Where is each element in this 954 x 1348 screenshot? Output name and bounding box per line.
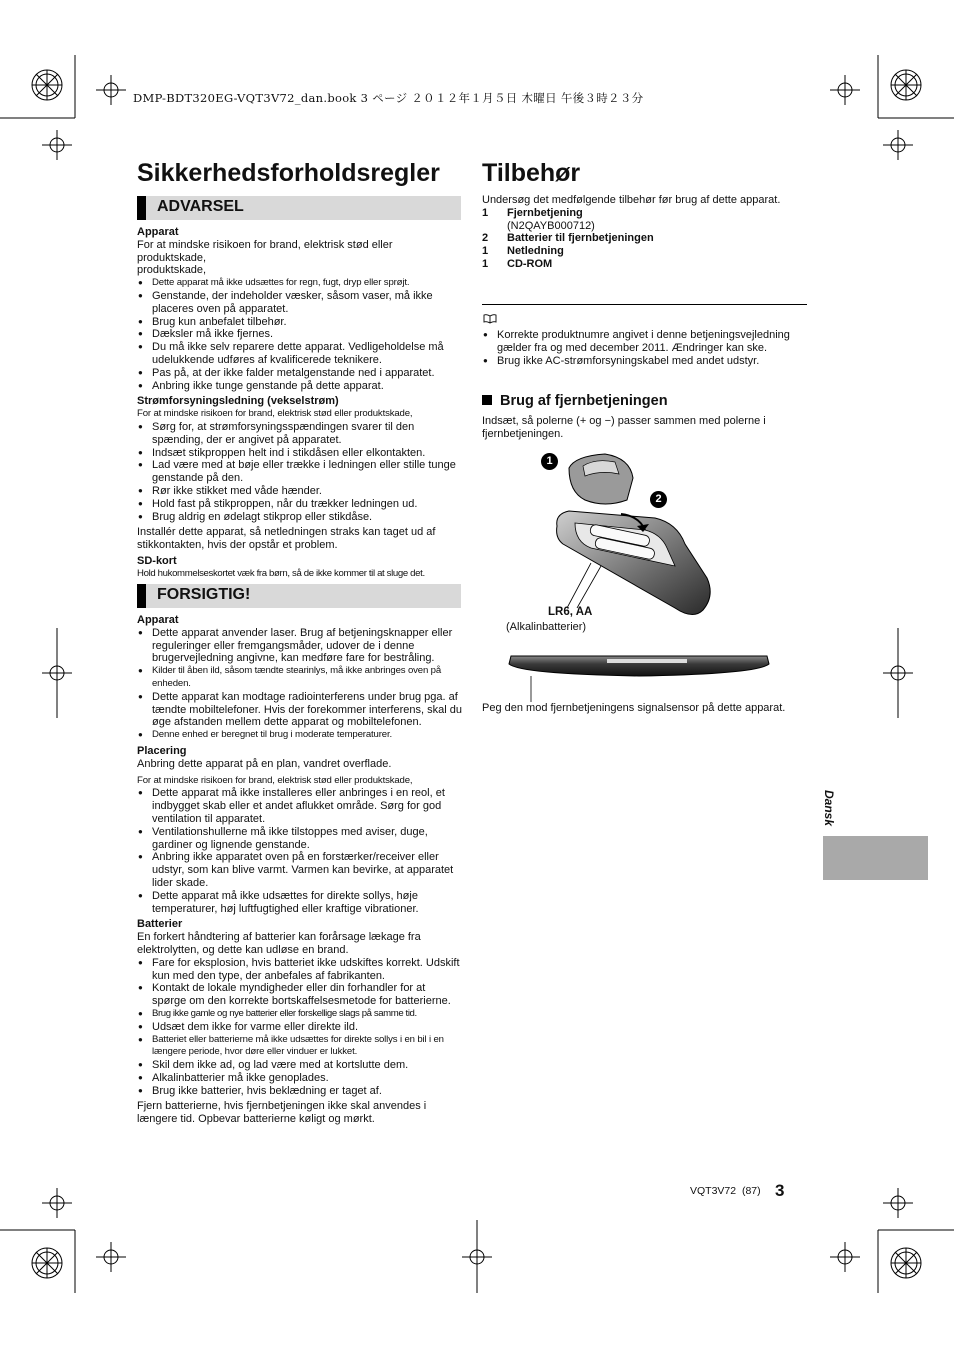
list-item: ● Skil dem ikke ad, og lad være med at kortslutte dem. <box>137 1059 462 1072</box>
battery-sublabel: (Alkalinbatterier) <box>506 621 587 633</box>
page-number: 3 <box>775 1181 785 1200</box>
list-item: ● Dette apparat kan modtage radiointerferens under brug pga. af tændte mobiltelefoner. Hvis der forekommer interferens, skal du øge afstanden mellem dette apparat og mobiltelefonen. <box>137 691 462 729</box>
accessory-row: 2 Batterier til fjernbetjeningen <box>482 232 654 245</box>
list-item: ● Dette apparat må ikke installeres eller anbringes i en reol, et indbygget skab eller et andet aflukket område. Sørg for god ventilation til apparatet. <box>137 787 462 825</box>
language-tab-label: Dansk <box>822 790 836 827</box>
list-item: ● Dette apparat må ikke udsættes for direkte sollys, høje temperaturer, høj luftfugtighed eller kraftige vibrationer. <box>137 890 462 916</box>
divider <box>482 304 807 305</box>
apparat-intro: For at mindske risikoen for brand, elektrisk stød eller produktskade, <box>137 238 393 264</box>
player-illustration <box>507 650 772 702</box>
list-item: ● Du må ikke selv reparere dette apparat. Vedligeholdelse må udelukkende udføres af kvalificerede teknikere. <box>137 341 462 367</box>
batterier-intro: En forkert håndtering af batterier kan forårsage lækage fra elektrolytten, og dette kan udløse en brand. <box>137 931 421 956</box>
list-item: ● Dette apparat anvender laser. Brug af betjeningsknapper eller reguleringer eller fremgangsmåder, udover de i denne brugervejledning angivne, kan medføre fare for bestråling. <box>137 627 462 665</box>
forsigtig-apparat-list <box>137 627 462 742</box>
placering-list <box>137 787 462 915</box>
sd-heading: SD-kort <box>137 554 177 567</box>
apparat-heading: Apparat <box>137 226 179 238</box>
list-item: ● Hold fast på stikproppen, når du trækker ledningen ud. <box>137 498 462 511</box>
list-item: ● Brug ikke AC-strømforsyningskabel med andet udstyr. <box>482 355 807 368</box>
book-icon <box>483 313 497 324</box>
rosette-top-right <box>891 70 921 100</box>
list-item: ● Genstande, der indeholder væsker, såsom vaser, må ikke placeres oven på apparatet. <box>137 290 462 316</box>
list-item: ● Pas på, at der ikke falder metalgenstande ned i apparatet. <box>137 367 462 380</box>
sensor-text: Peg den mod fjernbetjeningens signalsensor på dette apparat. <box>482 702 786 714</box>
list-item: ● Dæksler må ikke fjernes. <box>137 328 462 341</box>
placering-intro: Anbring dette apparat på en plan, vandret overflade. <box>137 757 392 770</box>
list-item: ● Lad være med at bøje eller trække i ledningen eller stille tunge genstande på den. <box>137 459 462 485</box>
accessory-row: 1 Netledning <box>482 245 564 258</box>
remote-intro: Indsæt, så polerne (+ og −) passer sammen med polerne i fjernbetjeningen. <box>482 415 766 440</box>
list-item: ● Brug kun anbefalet tilbehør. <box>137 316 462 329</box>
accessory-row: 1 CD-ROM <box>482 257 553 270</box>
power-heading: Strømforsyningsledning (vekselstrøm) <box>137 395 339 408</box>
battery-label: LR6, AA <box>548 606 593 618</box>
sd-text: Hold hukommelseskortet væk fra børn, så de ikke kommer til at sluge det. <box>137 567 425 579</box>
list-item: ● Alkalinbatterier må ikke genoplades. <box>137 1072 462 1085</box>
list-item: ● Dette apparat må ikke udsættes for regn, fugt, dryp eller sprøjt. <box>137 277 462 290</box>
list-item: ● Fare for eksplosion, hvis batteriet ikke udskiftes korrekt. Udskift kun med den type, der anbefales af fabrikanten. <box>137 957 462 983</box>
power-list <box>137 421 462 523</box>
print-header: DMP-BDT320EG-VQT3V72_dan.book 3 ページ ２０１２年１月５日 木曜日 午後３時２３分 <box>133 91 644 105</box>
apparat-heading: Apparat <box>137 614 179 626</box>
accessories-intro: Undersøg det medfølgende tilbehør før brug af dette apparat. <box>482 194 781 206</box>
power-intro: For at mindske risikoen for brand, elektrisk stød eller produktskade, <box>137 408 413 420</box>
batterier-outro: Fjern batterierne, hvis fjernbetjeningen ikke skal anvendes i længere tid. Opbevar batterierne køligt og mørkt. <box>137 1100 427 1126</box>
list-item: ● Denne enhed er beregnet til brug i moderate temperaturer. <box>137 729 462 742</box>
notes-list <box>482 329 807 367</box>
list-item: ● Kilder til åben ild, såsom tændte stearinlys, må ikke anbringes oven på enheden. <box>137 665 462 691</box>
accessories-section <box>482 194 807 271</box>
list-item: ● Ventilationshullerne må ikke tilstoppes med aviser, duge, gardiner og lignende genstande. <box>137 826 462 852</box>
advarsel-label: ADVARSEL <box>157 198 244 215</box>
advarsel-bar <box>137 196 461 220</box>
rosette-bottom-right <box>891 1248 921 1278</box>
batterier-list <box>137 957 462 1098</box>
list-item: ● Rør ikke stikket med våde hænder. <box>137 485 462 498</box>
power-outro: Installér dette apparat, så netledningen straks kan taget ud af stikkontakten, hvis der opstår et problem. <box>137 526 436 552</box>
list-item: ● Anbring ikke apparatet oven på en forstærker/receiver eller udstyr, som kan blive varmt. Varmen kan bevirke, at apparatet lider skade. <box>137 851 462 889</box>
rosette-top-left <box>32 70 62 100</box>
list-item: ● Anbring ikke tunge genstande på dette apparat. <box>137 380 462 393</box>
footer-code: VQT3V72 (87) <box>690 1185 761 1197</box>
forsigtig-section <box>137 614 462 1126</box>
list-item: ● Brug ikke gamle og nye batterier eller forskellige slags på samme tid. <box>137 1008 462 1021</box>
list-item: ● Kontakt de lokale myndigheder eller din forhandler for at spørge om den korrekte bortskaffelsesmetode for batterierne. <box>137 982 462 1008</box>
notes-section <box>482 329 807 367</box>
apparat-list <box>137 277 462 392</box>
step-2-marker: 2 <box>650 491 667 508</box>
list-item: ● Sørg for, at strømforsyningsspændingen svarer til den spænding, der er angivet på apparatet. <box>137 421 462 447</box>
list-item: ● Indsæt stikproppen helt ind i stikdåsen eller elkontakten. <box>137 447 462 460</box>
placering-intro2: For at mindske risikoen for brand, elektrisk stød eller produktskade, <box>137 774 413 786</box>
rosette-bottom-left <box>32 1248 62 1278</box>
accessory-note: (N2QAYB000712) <box>507 219 595 232</box>
advarsel-section: Apparat For at mindske risikoen for brand, elektrisk stød eller produktskade, produktskade, ● Dette apparat må ikke udsættes for regn, fugt, dryp eller sprøjt. ● Genstande, der indeholder væsker, såsom vaser, må ikke placeres oven på apparatet. ● Brug kun anbefalet tilbehør. ● Dæksler må ikke fjernes. ● Du må ikke selv reparere dette apparat. Vedligeholdelse må udelukkende udføres af kvalificerede teknikere. ● Pas på, at der ikke falder metalgenstande ned i apparatet. ● Anbring ikke tunge genstande på dette apparat. Strømforsyningsledning (vekselstrøm) For at mindske risikoen for brand, elektrisk stød eller produktskade, ● Sørg for, at strømforsyningsspændingen svarer til den spænding, der er angivet på apparatet. ● Indsæt stikproppen helt ind i stikdåsen eller elkontakten. ● Lad være med at bøje eller trække i ledningen eller stille tunge genstande på den. ● Rør ikke stikket med våde hænder. ● Hold fast på stikproppen, når du trækker ledningen ud. ● Brug aldrig en ødelagt stikprop eller stikdåse. Installér dette apparat, så netledningen straks kan taget ud af stikkontakten, hvis der opstår et problem. SD-kort Hold hukommelseskortet væk fra børn, så de ikke kommer til at sluge det. <box>137 226 462 581</box>
placering-heading: Placering <box>137 744 187 757</box>
square-bullet-icon <box>482 395 492 405</box>
remote-heading: Brug af fjernbetjeningen <box>482 393 668 409</box>
list-item: ● Batteriet eller batterierne må ikke udsættes for direkte sollys i en bil i en længere periode, hvor døre eller vinduer er lukket. <box>137 1034 462 1060</box>
list-item: ● Brug ikke batterier, hvis beklædning er taget af. <box>137 1085 462 1098</box>
list-item: ● Korrekte produktnumre angivet i denne betjeningsvejledning gælder fra og med december 2011. Ændringer kan ske. <box>482 329 807 355</box>
batterier-heading: Batterier <box>137 918 183 931</box>
list-item: ● Brug aldrig en ødelagt stikprop eller stikdåse. <box>137 511 462 524</box>
remote-battery-figure <box>535 448 720 618</box>
forsigtig-bar <box>137 584 461 608</box>
step-1-marker: 1 <box>541 453 558 470</box>
forsigtig-label: FORSIGTIG! <box>157 586 251 603</box>
accessory-row: 1 Fjernbetjening <box>482 206 583 219</box>
page-title-accessories: Tilbehør <box>482 159 581 187</box>
page-title-safety: Sikkerhedsforholdsregler <box>137 159 440 187</box>
list-item: ● Udsæt dem ikke for varme eller direkte ild. <box>137 1021 462 1034</box>
language-tab <box>823 836 928 880</box>
